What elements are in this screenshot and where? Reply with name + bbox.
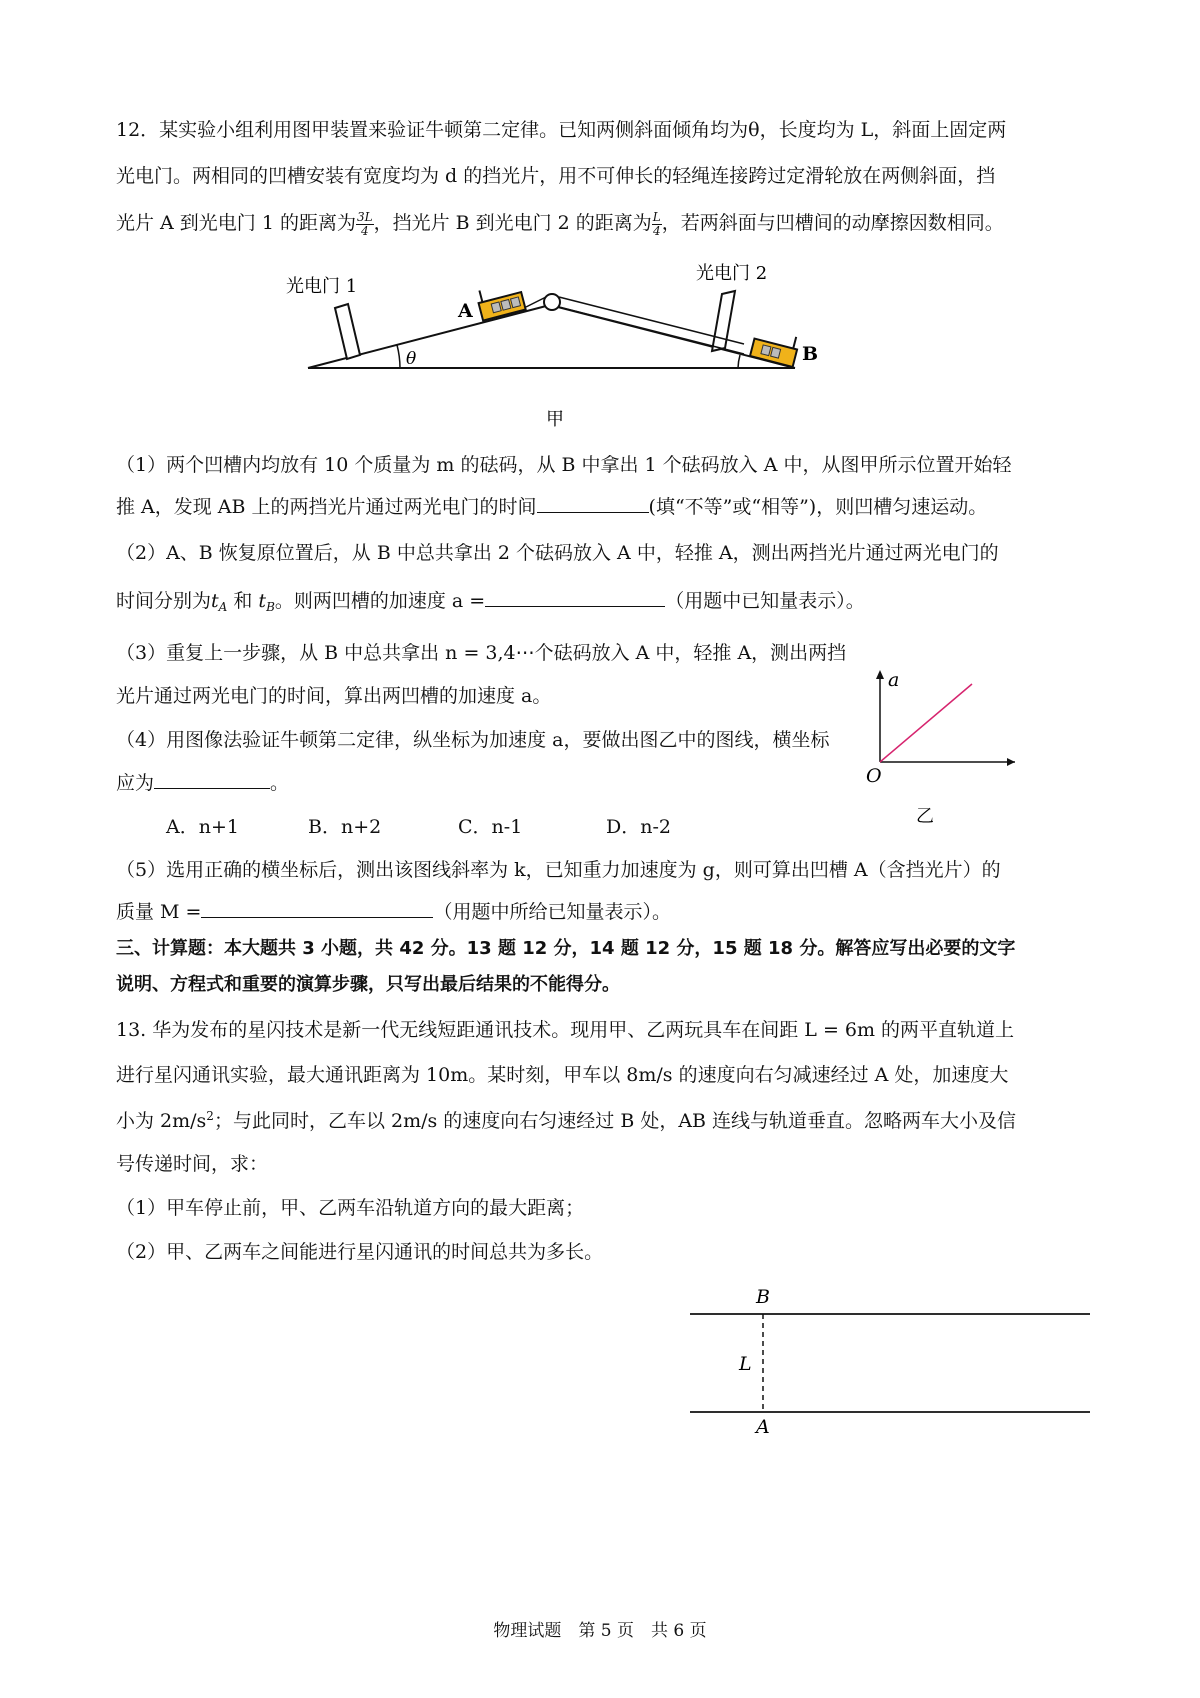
figure-jia-incline-apparatus xyxy=(280,255,840,435)
origin-label: O xyxy=(866,765,882,787)
shading-strip-A xyxy=(479,291,482,303)
q12-part2-acceleration: 。则两凹槽的加速度 a = xyxy=(274,590,486,612)
groove-A xyxy=(476,280,526,320)
label-A: A xyxy=(458,300,473,322)
photogate-1 xyxy=(335,304,360,359)
x-axis-arrow-icon xyxy=(1007,758,1015,766)
q13-line-4: 号传递时间，求： xyxy=(116,1153,269,1175)
section-3-heading-line-1: 三、计算题：本大题共 3 小题，共 42 分。13 题 12 分，14 题 12 分，15 题 18 分。解答应写出必要的文字 xyxy=(116,938,1016,959)
weight-icon xyxy=(761,345,771,356)
conjunction: 和 xyxy=(227,590,259,612)
right-angle-arc xyxy=(738,355,740,368)
option-d[interactable]: D．n-2 xyxy=(606,816,671,838)
weight-icon xyxy=(771,347,781,358)
weight-icon xyxy=(491,302,501,313)
q12-part3-line-1: （3）重复上一步骤，从 B 中总共拿出 n = 3,4⋯个砝码放入 A 中，轻推 A，测出两挡 xyxy=(116,642,847,664)
superscript: 2 xyxy=(206,1109,214,1123)
q12-part1-text: 推 A，发现 AB 上的两挡光片通过两光电门的时间 xyxy=(116,496,537,518)
fraction-numerator: 3L xyxy=(356,210,373,224)
q12-line-3a: 光片 A 到光电门 1 的距离为 xyxy=(116,212,356,235)
q12-part2-note: （用题中已知量表示）。 xyxy=(665,590,865,612)
q13-line-3 xyxy=(116,1110,1016,1131)
option-c[interactable]: C．n-1 xyxy=(458,816,523,838)
answer-blank-4[interactable] xyxy=(154,787,270,789)
figure-q13-tracks xyxy=(690,1275,1100,1435)
section-3-heading-line-2: 说明、方程式和重要的演算步骤，只写出最后结果的不能得分。 xyxy=(116,974,620,995)
answer-blank-2[interactable] xyxy=(485,605,665,607)
q13-line-1: 13. 华为发布的星闪技术是新一代无线短距通讯技术。现用甲、乙两玩具车在间距 L = 6m 的两平直轨道上 xyxy=(116,1019,1015,1041)
figure-yi-graph xyxy=(860,660,1020,830)
subscript-A: A xyxy=(218,600,228,614)
angle-arc xyxy=(397,345,400,368)
point-A-label: A xyxy=(756,1416,770,1435)
angle-theta-label: θ xyxy=(406,349,417,369)
fraction-denominator: 4 xyxy=(652,223,661,238)
y-axis-label: a xyxy=(888,669,900,691)
page-footer: 物理试题 第 5 页 共 6 页 xyxy=(493,1621,707,1641)
pulley-icon xyxy=(544,294,560,310)
symbol-t: t xyxy=(258,590,267,612)
q12-part1-text-end: (填“不等”或“相等”)，则凹槽匀速运动。 xyxy=(648,496,988,518)
answer-blank-1[interactable] xyxy=(537,511,649,513)
options-row xyxy=(166,818,671,837)
q13-line-2: 进行星闪通讯实验，最大通讯距离为 10m。某时刻，甲车以 8m/s 的速度向右匀减速经过 A 处，加速度大 xyxy=(116,1064,1009,1086)
symbol-t: t xyxy=(211,590,219,612)
figure-jia-caption: 甲 xyxy=(546,409,564,430)
q12-part4-text: 应为 xyxy=(116,772,155,794)
q13-part1: （1）甲车停止前，甲、乙两车沿轨道方向的最大距离； xyxy=(116,1197,585,1219)
q12-part4-line-1: （4）用图像法验证牛顿第二定律，纵坐标为加速度 a，要做出图乙中的图线，横坐标 xyxy=(116,729,830,751)
answer-blank-5[interactable] xyxy=(201,916,433,918)
q12-part5-line-1: （5）选用正确的横坐标后，测出该图线斜率为 k，已知重力加速度为 g，则可算出凹槽 A（含挡光片）的 xyxy=(116,859,1001,881)
q12-line-3c: ，若两斜面与凹槽间的动摩擦因数相同。 xyxy=(661,212,1004,235)
period: 。 xyxy=(270,772,290,794)
q12-part3-line-2: 光片通过两光电门的时间，算出两凹槽的加速度 a。 xyxy=(116,685,552,707)
graph-line xyxy=(880,684,972,762)
fraction-numerator: L xyxy=(652,210,661,224)
weight-icon xyxy=(501,299,511,310)
q13-line-3b: ；与此同时，乙车以 2m/s 的速度向右匀速经过 B 处，AB 连线与轨道垂直。忽略两车大小及信 xyxy=(213,1110,1017,1132)
fraction-3L-over-4 xyxy=(356,211,374,237)
groove-B xyxy=(750,327,800,367)
q12-part5-text: 质量 M = xyxy=(116,901,202,923)
q12-part1-line-2 xyxy=(116,498,987,517)
fraction-L-over-4 xyxy=(652,211,662,237)
y-axis-arrow-icon xyxy=(876,670,884,679)
q13-part2: （2）甲、乙两车之间能进行星闪通讯的时间总共为多长。 xyxy=(116,1241,604,1263)
q12-part5-note: （用题中所给已知量表示）。 xyxy=(433,901,671,923)
q12-part2-line-1: （2）A、B 恢复原位置后，从 B 中总共拿出 2 个砝码放入 A 中，轻推 A，测出两挡光片通过两光电门的 xyxy=(116,542,999,564)
photogate-2 xyxy=(712,291,735,351)
q12-line-2: 光电门。两相同的凹槽安装有宽度均为 d 的挡光片，用不可伸长的轻绳连接跨过定滑轮放在两侧斜面，挡 xyxy=(116,165,996,187)
subscript-B: B xyxy=(266,600,275,614)
point-B-label: B xyxy=(756,1286,770,1308)
distance-L-label: L xyxy=(739,1353,752,1375)
q12-part4-line-2 xyxy=(116,774,289,793)
weight-icon xyxy=(511,297,521,308)
label-B: B xyxy=(802,343,819,365)
figure-yi-caption: 乙 xyxy=(916,806,934,827)
rope-right xyxy=(559,297,744,344)
q12-line-3b: ，挡光片 B 到光电门 2 的距离为 xyxy=(373,212,652,235)
q12-part5-line-2 xyxy=(116,903,671,922)
q12-part2-text: 时间分别为 xyxy=(116,590,212,612)
q12-part2-line-2 xyxy=(116,592,865,613)
fraction-denominator: 4 xyxy=(360,223,369,238)
q12-line-3 xyxy=(116,211,1004,237)
option-a[interactable]: A．n+1 xyxy=(166,816,239,838)
option-b[interactable]: B．n+2 xyxy=(308,816,382,838)
q13-line-3a: 小为 2m/s xyxy=(116,1110,207,1132)
photogate-1-label: 光电门 1 xyxy=(286,276,358,297)
q12-part1-line-1: （1）两个凹槽内均放有 10 个质量为 m 的砝码，从 B 中拿出 1 个砝码放入 A 中，从图甲所示位置开始轻 xyxy=(116,454,1012,476)
photogate-2-label: 光电门 2 xyxy=(696,263,768,284)
q12-line-1: 12．某实验小组利用图甲装置来验证牛顿第二定律。已知两侧斜面倾角均为θ，长度均为 L，斜面上固定两 xyxy=(116,119,1007,141)
shading-strip-B xyxy=(793,337,796,349)
